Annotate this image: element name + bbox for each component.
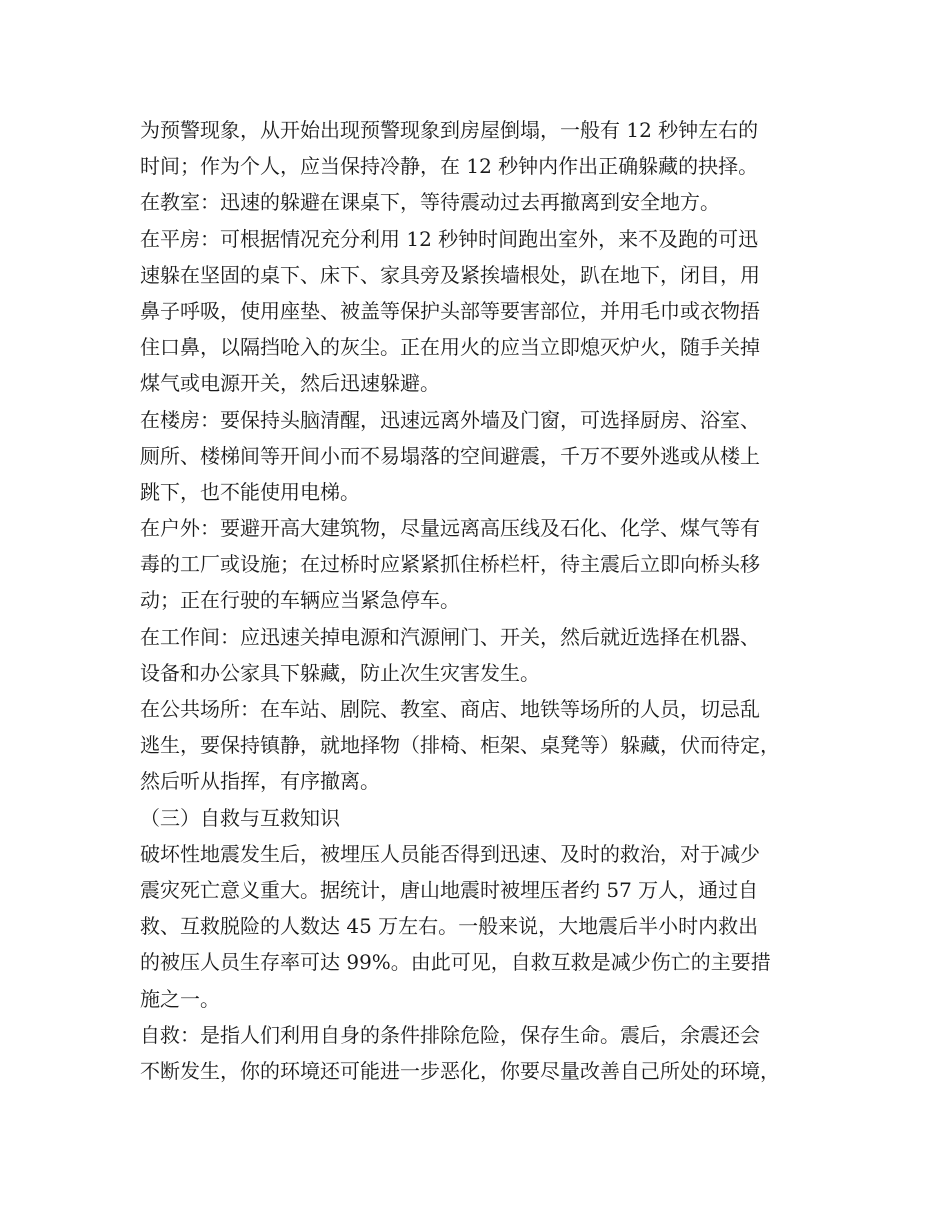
text-line: 速躲在坚固的桌下、床下、家具旁及紧挨墙根处，趴在地下，闭目，用	[140, 262, 760, 287]
text-line: 逃生，要保持镇静，就地择物（排椅、柜架、桌凳等）躲藏，伏而待定，	[140, 733, 780, 758]
text-line: 然后听从指挥，有序撤离。	[140, 769, 380, 794]
text-line: 时间；作为个人，应当保持冷静，在 12 秒钟内作出正确躲藏的抉择。	[140, 154, 759, 179]
text-line: 在工作间：应迅速关掉电源和汽源闸门、开关，然后就近选择在机器、	[140, 624, 760, 649]
text-line: 设备和办公家具下躲藏，防止次生灾害发生。	[140, 660, 540, 685]
text-line: 震灾死亡意义重大。据统计，唐山地震时被埋压者约 57 万人，通过自	[140, 877, 759, 902]
text-line: 在平房：可根据情况充分利用 12 秒钟时间跑出室外，来不及跑的可迅	[140, 226, 759, 251]
text-line: 煤气或电源开关，然后迅速躲避。	[140, 371, 440, 396]
text-line: 毒的工厂或设施；在过桥时应紧紧抓住桥栏杆，待主震后立即向桥头移	[140, 552, 760, 577]
text-line: 破坏性地震发生后，被埋压人员能否得到迅速、及时的救治，对于减少	[140, 841, 760, 866]
text-line: 救、互救脱险的人数达 45 万左右。一般来说，大地震后半小时内救出	[140, 914, 759, 939]
text-line: 跳下，也不能使用电梯。	[140, 479, 360, 504]
text-line: 施之一。	[140, 986, 220, 1011]
text-line: 在教室：迅速的躲避在课桌下，等待震动过去再撤离到安全地方。	[140, 190, 720, 215]
text-line: 住口鼻，以隔挡呛入的灰尘。正在用火的应当立即熄灭炉火，随手关掉	[140, 335, 760, 360]
text-line: 在公共场所：在车站、剧院、教室、商店、地铁等场所的人员，切忌乱	[140, 697, 760, 721]
text-line: 自救：是指人们利用自身的条件排除危险，保存生命。震后，余震还会	[140, 1022, 760, 1047]
text-line: 不断发生，你的环境还可能进一步恶化，你要尽量改善自己所处的环境，	[140, 1058, 780, 1083]
section-heading: （三）自救与互救知识	[140, 805, 340, 830]
text-line: 厕所、楼梯间等开间小而不易塌落的空间避震，千万不要外逃或从楼上	[140, 443, 760, 468]
text-line: 动；正在行驶的车辆应当紧急停车。	[140, 588, 460, 613]
document-body	[140, 112, 820, 1089]
text-line: 的被压人员生存率可达 99%。由此可见，自救互救是减少伤亡的主要措	[140, 950, 771, 975]
text-line: 在楼房：要保持头脑清醒，迅速远离外墙及门窗，可选择厨房、浴室、	[140, 407, 760, 432]
text-line: 在户外：要避开高大建筑物，尽量远离高压线及石化、化学、煤气等有	[140, 516, 760, 541]
text-line: 鼻子呼吸，使用座垫、被盖等保护头部等要害部位，并用毛巾或衣物捂	[140, 298, 760, 323]
text-line: 为预警现象，从开始出现预警现象到房屋倒塌，一般有 12 秒钟左右的	[140, 118, 759, 142]
